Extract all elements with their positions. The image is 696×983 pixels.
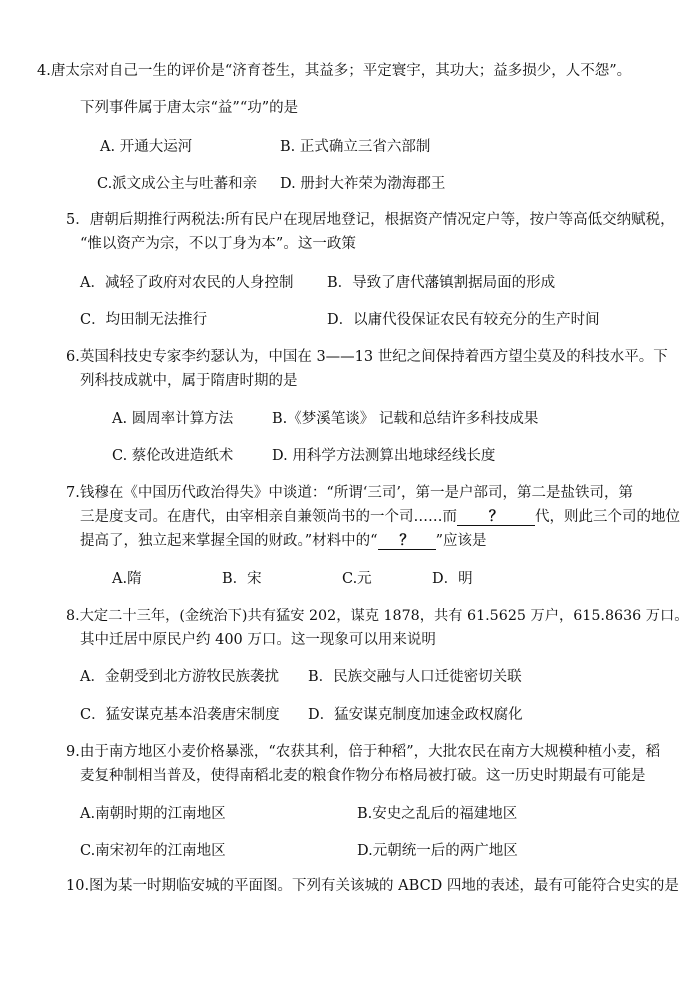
- question-7-stem-part-1: 三是度支司。在唐代，由宰相亲自兼领尚书的一个司……而: [80, 509, 457, 525]
- question-10-stem-line-1: 10.图为某一时期临安城的平面图。下列有关该城的 ABCD 四地的表述，最有可能符合史实的是: [66, 878, 679, 894]
- question-6-stem-line-2: 列科技成就中，属于隋唐时期的是: [80, 373, 298, 389]
- question-6-stem-line-1: 6.英国科技史专家李约瑟认为，中国在 3——13 世纪之间保持着西方望尘莫及的科技水平。下: [66, 349, 668, 365]
- question-5-option-a: A．减轻了政府对农民的人身控制: [80, 275, 294, 291]
- question-7-stem-line-2: [80, 508, 680, 526]
- question-8-option-c: C．猛安谋克基本沿袭唐宋制度: [80, 707, 280, 723]
- question-9-option-b: B.安史之乱后的福建地区: [357, 806, 518, 822]
- question-6-option-b: B.《梦溪笔谈》 记载和总结许多科技成果: [272, 411, 539, 427]
- question-7-stem-part-4: ”应该是: [435, 533, 487, 549]
- question-7-option-a: A.隋: [112, 571, 142, 587]
- question-9-option-c: C.南宋初年的江南地区: [80, 843, 226, 859]
- question-6-option-a: A. 圆周率计算方法: [112, 411, 234, 427]
- question-5-option-d: D．以庸代役保证农民有较充分的生产时间: [327, 312, 600, 328]
- answer-blank: ？: [457, 509, 535, 526]
- question-9-stem-line-2: 麦复种制相当普及，使得南稻北麦的粮食作物分布格局被打破。这一历史时期最有可能是: [80, 768, 646, 784]
- question-8-option-d: D．猛安谋克制度加速金政权腐化: [308, 707, 523, 723]
- question-4-option-c: C.派文成公主与吐蕃和亲: [97, 176, 258, 192]
- question-5-option-b: B．导致了唐代藩镇割据局面的形成: [327, 275, 556, 291]
- question-9-stem-line-1: 9.由于南方地区小麦价格暴涨，“农获其利，倍于种稻”，大批农民在南方大规模种植小麦，稻: [66, 744, 661, 760]
- question-4-stem-line-2: 下列事件属于唐太宗“益”“功”的是: [80, 100, 299, 116]
- question-9-option-d: D.元朝统一后的两广地区: [357, 843, 518, 859]
- question-7-stem-part-2: 代，则此三个司的地位: [535, 509, 680, 525]
- question-5-option-c: C．均田制无法推行: [80, 312, 208, 328]
- question-9-option-a: A.南朝时期的江南地区: [80, 806, 226, 822]
- question-7-stem-line-3: [80, 532, 487, 550]
- question-7-stem-line-1: 7.钱穆在《中国历代政治得失》中谈道：“所谓‘三司’，第一是户部司，第二是盐铁司，第: [66, 485, 633, 501]
- question-4-stem-line-1: 4.唐太宗对自己一生的评价是“济育苍生，其益多；平定寰宇，其功大；益多损少，人不怨”。: [37, 63, 632, 79]
- question-8-stem-line-1: 8.大定二十三年，(金统治下)共有猛安 202，谋克 1878，共有 61.5625 万户，615.8636 万口。: [66, 608, 689, 624]
- question-7-option-c: C.元: [342, 571, 372, 587]
- question-5-stem-line-2: “惟以资产为宗，不以丁身为本”。这一政策: [80, 236, 356, 252]
- question-5-stem-line-1: 5．唐朝后期推行两税法:所有民户在现居地登记，根据资产情况定户等，按户等高低交纳赋税，: [66, 212, 675, 228]
- question-4-option-d: D. 册封大祚荣为渤海郡王: [280, 176, 446, 192]
- question-8-stem-line-2: 其中迁居中原民户约 400 万口。这一现象可以用来说明: [80, 632, 436, 648]
- question-8-option-b: B．民族交融与人口迁徙密切关联: [308, 669, 522, 685]
- question-7-option-b: B．宋: [222, 571, 262, 587]
- question-4-option-a: A. 开通大运河: [100, 139, 193, 155]
- question-7-stem-part-3: 提高了，独立起来掌握全国的财政。”材料中的“: [80, 533, 378, 549]
- question-6-option-d: D. 用科学方法测算出地球经线长度: [272, 448, 496, 464]
- answer-blank: ？: [378, 533, 436, 550]
- question-4-option-b: B. 正式确立三省六部制: [280, 139, 431, 155]
- question-8-option-a: A．金朝受到北方游牧民族袭扰: [80, 669, 279, 685]
- question-7-option-d: D．明: [432, 571, 473, 587]
- question-6-option-c: C. 蔡伦改进造纸术: [112, 448, 234, 464]
